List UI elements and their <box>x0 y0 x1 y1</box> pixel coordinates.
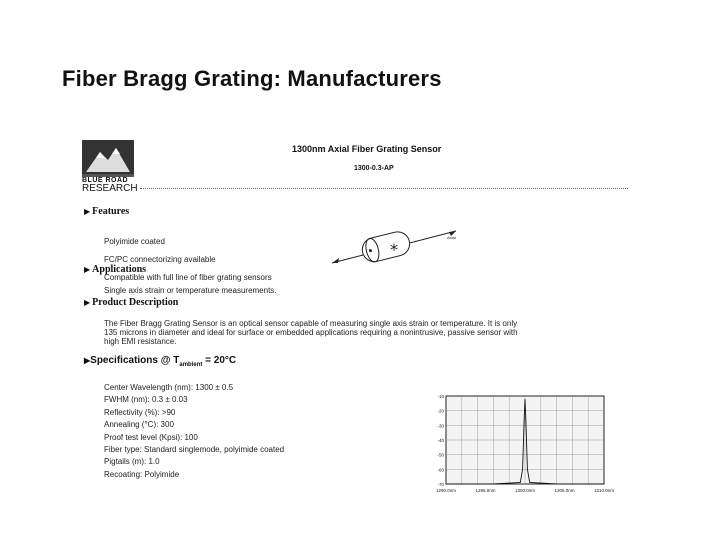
y-tick-label: -30 <box>437 423 444 429</box>
spec-item: Annealing (°C): 300 <box>104 420 174 430</box>
spec-item: FWHM (nm): 0.3 ± 0.03 <box>104 395 188 405</box>
list-item: FC/PC connectorizing available <box>104 255 216 264</box>
header-rule <box>140 188 628 189</box>
logo-text-bottom: RESEARCH <box>82 183 138 194</box>
x-tick-label: 1295.0nm <box>475 488 496 493</box>
description-heading <box>84 297 178 308</box>
y-tick-label: -10 <box>437 394 444 399</box>
svg-text:*: * <box>390 240 398 259</box>
spec-item: Center Wavelength (nm): 1300 ± 0.5 <box>104 383 234 392</box>
applications-text: Single axis strain or temperature measurements. <box>104 286 277 295</box>
features-list <box>104 228 272 291</box>
spec-item: Fiber type: Standard singlemode, polyimide coated <box>104 445 285 455</box>
spec-item: Pigtails (m): 1.0 <box>104 457 160 467</box>
logo-text-top: BLUE ROAD <box>82 177 129 184</box>
x-tick-label: 1300.0nm <box>514 488 536 493</box>
sensor-diagram <box>330 225 460 273</box>
spec-item: Reflectivity (%): >90 <box>104 407 176 417</box>
specifications-list <box>104 382 284 481</box>
bullet-triangle-icon: ▶ <box>84 207 91 216</box>
specifications-heading <box>84 355 236 368</box>
x-tick-label: 1310.0nm <box>593 488 615 493</box>
y-tick-label: -40 <box>437 438 444 443</box>
x-tick-label: 1305.0nm <box>554 488 575 493</box>
features-heading <box>84 206 129 217</box>
list-item: Polyimide coated <box>104 237 165 246</box>
y-tick-label: -50 <box>437 452 444 458</box>
sensor-direction-label: Axial <box>447 235 456 240</box>
applications-heading <box>84 264 146 275</box>
y-tick-label: -70 <box>437 482 444 487</box>
y-tick-label: -60 <box>437 467 444 473</box>
reflection-spectrum-chart <box>428 392 615 498</box>
datasheet-title: 1300nm Axial Fiber Grating Sensor <box>292 144 442 154</box>
list-item: Compatible with full line of fiber grating sensors <box>104 273 272 282</box>
y-tick-label: -20 <box>437 408 444 414</box>
spec-item: Recoating: Polyimide <box>104 469 180 479</box>
bullet-triangle-icon: ▶ <box>84 298 91 307</box>
specifications-heading-sub: ambient <box>179 362 203 368</box>
spec-item: Proof test level (Kpsi): 100 <box>104 432 198 442</box>
datasheet-part-number: 1300-0.3-AP <box>354 165 394 172</box>
specifications-heading-text: Specifications @ T <box>90 355 180 366</box>
specifications-heading-tail: = 20°C <box>202 355 237 366</box>
description-text: The Fiber Bragg Grating Sensor is an optical sensor capable of measuring single axis strain or temperature. It is only 135 microns in diameter and ideal for surface or embedded applications requiring a nonintrusive, passive sensor with high EMI resistance. <box>104 319 518 346</box>
slide-title: Fiber Bragg Grating: Manufacturers <box>62 66 442 91</box>
x-tick-label: 1290.0nm <box>435 488 457 493</box>
features-heading-text: Features <box>92 206 130 217</box>
bullet-triangle-icon: ▶ <box>84 356 91 365</box>
applications-heading-text: Applications <box>92 264 147 275</box>
description-heading-text: Product Description <box>92 297 179 308</box>
bullet-triangle-icon: ▶ <box>84 265 91 274</box>
